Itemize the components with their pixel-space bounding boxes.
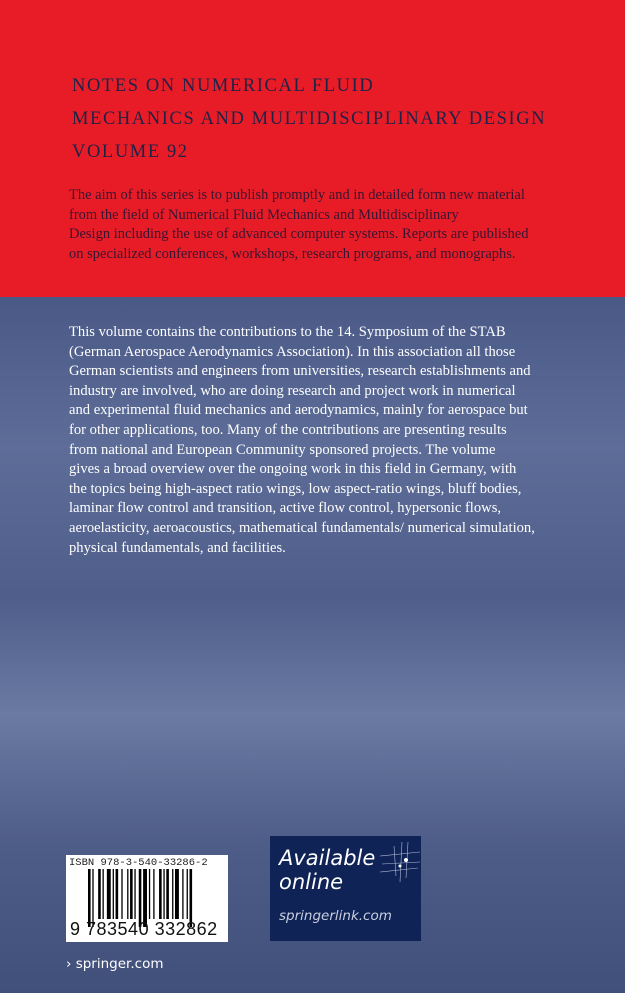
aim-line: from the field of Numerical Fluid Mechanics and Multidisciplinary <box>69 206 459 223</box>
volume-description <box>69 323 535 558</box>
barcode-bar <box>153 869 154 919</box>
barcode-bar <box>98 869 101 919</box>
barcode-bar <box>159 869 162 919</box>
description-line: industry are involved, who are doing research and project work in numerical <box>69 382 516 399</box>
description-line: gives a broad overview over the ongoing work in this field in Germany, with <box>69 461 517 478</box>
barcode-bar <box>130 869 133 919</box>
chevron-right-icon: › <box>66 956 72 972</box>
barcode-bar <box>116 869 119 919</box>
barcode-bar <box>175 869 179 919</box>
description-line: German scientists and engineers from universities, research establishments and <box>69 363 531 380</box>
springer-url[interactable]: springer.com <box>75 956 164 972</box>
barcode-bar <box>103 869 104 919</box>
available-online-badge[interactable] <box>270 836 421 941</box>
barcode-bar <box>149 869 150 919</box>
description-line: aeroelasticity, aeroacoustics, mathematical fundamentals/ numerical simulation, <box>69 519 535 536</box>
barcode-bar <box>166 869 169 919</box>
barcode-bar <box>172 869 173 919</box>
description-line: the topics being high-aspect ratio wings, low aspect-ratio wings, bluff bodies, <box>69 480 522 497</box>
aim-line: Design including the use of advanced computer systems. Reports are published <box>69 226 529 242</box>
description-line: and experimental fluid mechanics and aerodynamics, mainly for aerospace but <box>69 402 528 419</box>
barcode-bar <box>187 869 188 919</box>
online-label: online <box>279 870 344 894</box>
series-title-line: MECHANICS AND MULTIDISCIPLINARY DESIGN <box>72 109 547 129</box>
ean-number: 9 783540 332862 <box>70 919 218 939</box>
springer-link[interactable] <box>66 956 163 972</box>
description-line: for other applications, too. Many of the contributions are presenting results <box>69 421 507 438</box>
barcode-bar <box>121 869 122 919</box>
description-line: laminar flow control and transition, active flow control, hypersonic flows, <box>69 500 502 517</box>
isbn-barcode <box>66 855 228 942</box>
description-line: This volume contains the contributions to the 14. Symposium of the STAB <box>69 324 506 340</box>
description-line: from national and European Community sponsored projects. The volume <box>69 441 496 458</box>
barcode-bar <box>182 869 183 919</box>
aim-line: The aim of this series is to publish promptly and in detailed form new material <box>69 187 525 203</box>
barcode-bar <box>127 869 128 919</box>
sparkle-icon <box>380 842 420 882</box>
barcode-bar <box>134 869 135 919</box>
description-line: physical fundamentals, and facilities. <box>69 539 286 556</box>
barcode-bar <box>113 869 114 919</box>
aim-line: on specialized conferences, workshops, research programs, and monographs. <box>69 245 516 262</box>
springerlink-url[interactable]: springerlink.com <box>279 908 392 924</box>
series-title <box>72 70 546 169</box>
series-title-line: NOTES ON NUMERICAL FLUID <box>72 76 375 96</box>
barcode-bar <box>107 869 111 919</box>
isbn-text: ISBN 978-3-540-33286-2 <box>69 857 208 869</box>
barcode-bar <box>163 869 164 919</box>
volume-number: VOLUME 92 <box>72 142 189 162</box>
series-aim-text <box>69 186 528 264</box>
description-line: (German Aerospace Aerodynamics Association). In this association all those <box>69 343 516 360</box>
available-label: Available <box>279 846 376 870</box>
